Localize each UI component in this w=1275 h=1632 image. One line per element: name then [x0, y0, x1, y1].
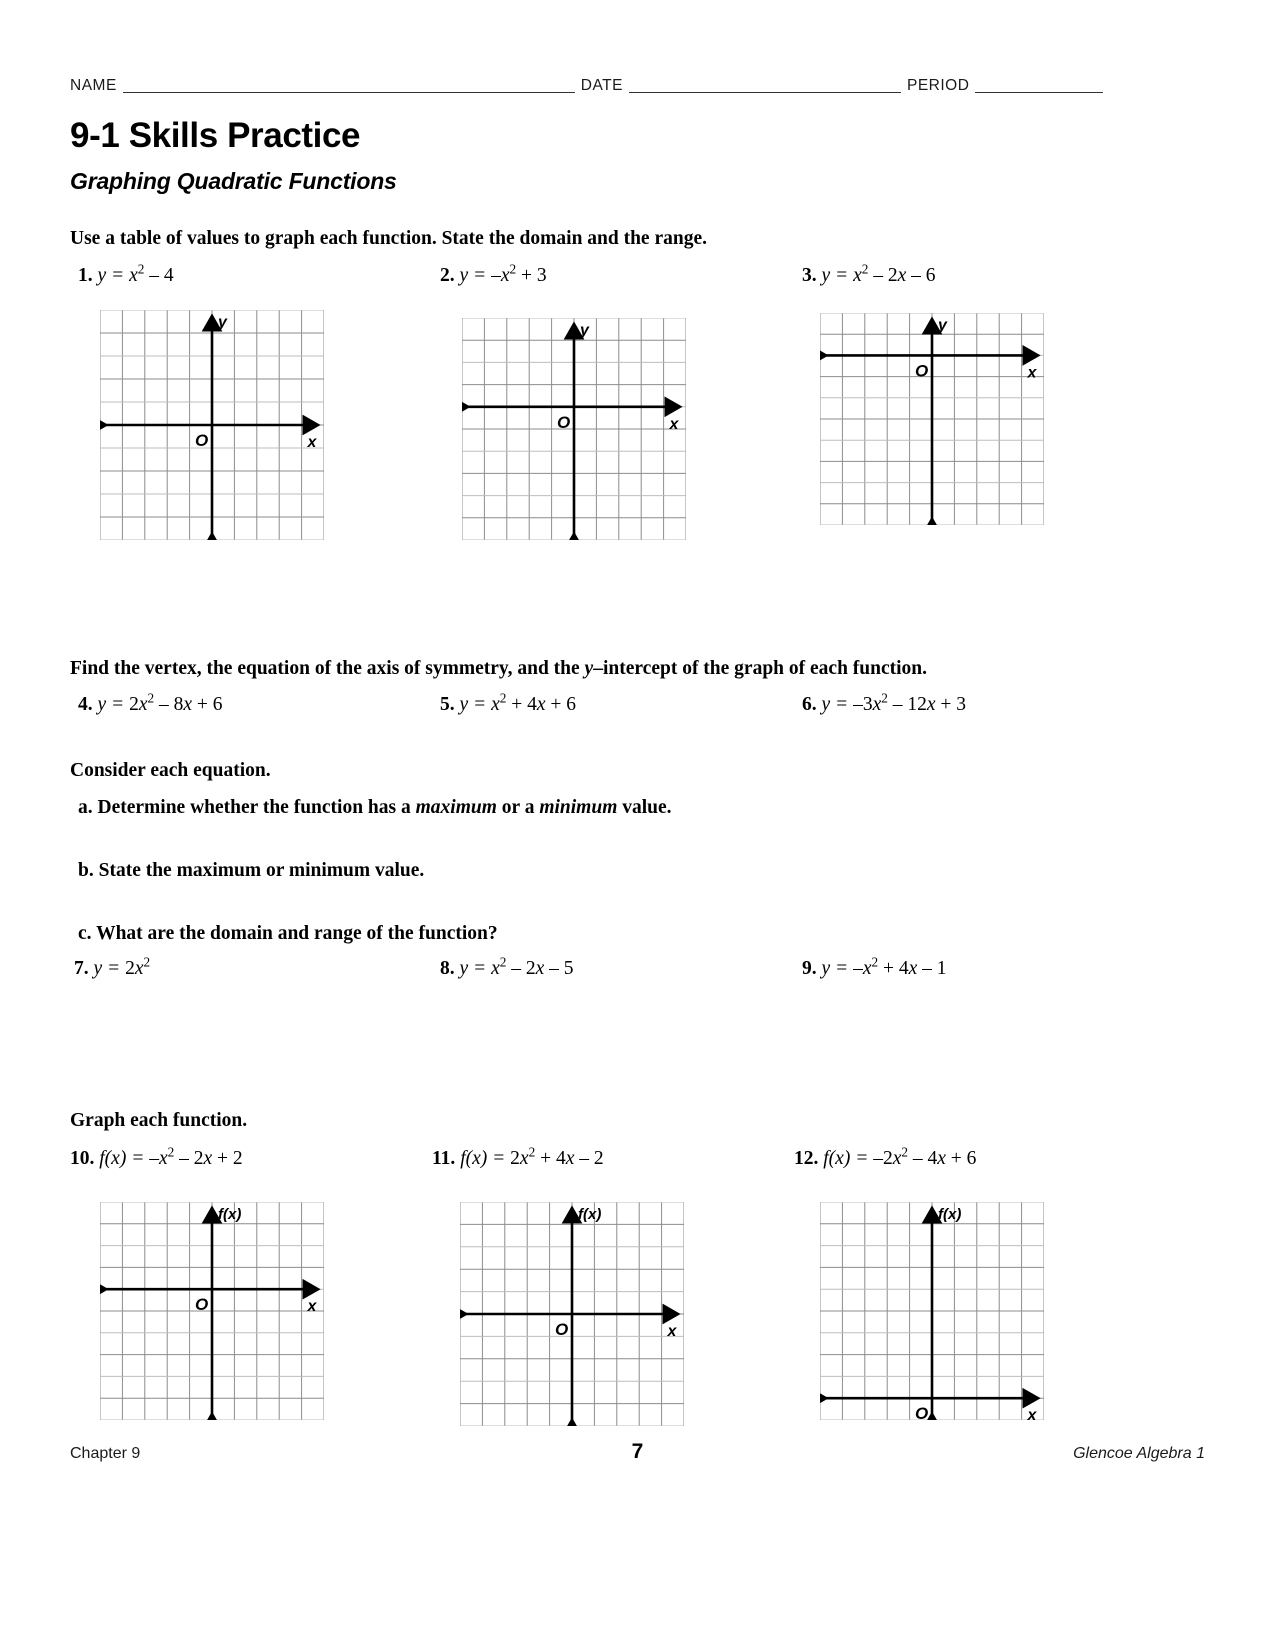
- problem-5: [440, 690, 577, 716]
- graph-3-labels: [915, 317, 1038, 381]
- problem-4-equation: $y = 2x^2 - 8x + 6$: [97, 690, 223, 715]
- subitem-b: [78, 860, 424, 882]
- problem-11-number: 11.: [432, 1148, 456, 1169]
- subitem-c: [78, 923, 498, 945]
- problem-7-number: 7.: [74, 958, 89, 979]
- problem-8-number: 8.: [440, 958, 455, 979]
- graph-1-origin-label: O: [195, 431, 209, 450]
- name-label: NAME: [70, 77, 117, 94]
- problem-2-number: 2.: [440, 265, 455, 286]
- instruction-section-3: Consider each equation.: [70, 760, 271, 781]
- period-blank[interactable]: [975, 91, 1103, 93]
- problem-1-number: 1.: [78, 265, 93, 286]
- graph-12-x-axis-label: x: [1027, 1407, 1037, 1420]
- graph-3-svg: [820, 313, 1044, 525]
- graph-12: [820, 1202, 1044, 1420]
- graph-11: [460, 1202, 684, 1426]
- problem-1-equation: $y = x^2 - 4$: [97, 261, 174, 286]
- subitem-c-label: c.: [78, 923, 92, 944]
- problem-5-equation: $y = x^2 + 4x + 6$: [459, 690, 577, 715]
- subitem-c-text: What are the domain and range of the function?: [96, 923, 498, 944]
- footer-book-title: Glencoe Algebra 1: [1073, 1445, 1205, 1462]
- instruction-section-2-italic-y: y: [584, 658, 594, 679]
- problem-9-equation: $y = -x^2 + 4x - 1$: [821, 954, 947, 979]
- subitem-a-italic-minimum: minimum: [539, 797, 618, 818]
- subitem-b-label: b.: [78, 860, 94, 881]
- subitem-a: [78, 797, 672, 819]
- problem-3-number: 3.: [802, 265, 817, 286]
- graph-11-axes: [466, 1208, 678, 1420]
- graph-2: [462, 318, 686, 540]
- footer-chapter: Chapter 9: [70, 1445, 141, 1462]
- problem-10: [70, 1144, 243, 1170]
- problem-8: [440, 954, 574, 980]
- problem-5-number: 5.: [440, 694, 455, 715]
- problem-9-number: 9.: [802, 958, 817, 979]
- subitem-b-text: State the maximum or minimum value.: [98, 860, 425, 881]
- problem-6-equation: $y = -3x^2 - 12x + 3$: [821, 690, 967, 715]
- graph-3: [820, 313, 1044, 525]
- problem-7: [74, 954, 151, 980]
- graph-11-svg: [460, 1202, 684, 1426]
- problem-9: [802, 954, 947, 980]
- problem-2: [440, 261, 547, 287]
- subitem-a-italic-maximum: maximum: [415, 797, 497, 818]
- graph-10-origin-label: O: [195, 1295, 209, 1315]
- graph-11-y-axis-label: f(x): [578, 1206, 602, 1223]
- instruction-section-2-part-3: –intercept of the graph of each function.: [593, 658, 928, 679]
- problem-4-number: 4.: [78, 694, 93, 715]
- student-info-line: [70, 72, 1155, 96]
- instruction-section-2-part-1: Find the vertex, the equation of the axis of symmetry, and the: [70, 658, 585, 679]
- graph-10-svg: [100, 1202, 324, 1420]
- graph-2-x-axis-label: x: [669, 415, 679, 433]
- instruction-section-4: Graph each function.: [70, 1110, 248, 1131]
- graph-1-x-axis-label: x: [307, 434, 317, 451]
- problem-10-number: 10.: [70, 1148, 95, 1169]
- graph-12-y-axis-label: f(x): [938, 1206, 962, 1223]
- graph-3-origin-label: O: [915, 361, 929, 381]
- page-subtitle: Graphing Quadratic Functions: [70, 168, 397, 194]
- problem-12-equation: $f(x) = -2x^2 - 4x + 6$: [823, 1144, 977, 1169]
- problem-12: [794, 1144, 977, 1170]
- graph-2-y-axis-label: y: [580, 322, 589, 339]
- problem-6-number: 6.: [802, 694, 817, 715]
- graph-1-axes: [106, 316, 318, 534]
- subitem-a-part-1: Determine whether the function has a: [97, 797, 416, 818]
- instruction-section-2: [70, 658, 927, 680]
- graph-11-origin-label: O: [555, 1320, 569, 1339]
- graph-10-labels: [195, 1206, 318, 1315]
- date-blank[interactable]: [629, 91, 901, 93]
- problem-8-equation: $y = x^2 - 2x - 5$: [459, 954, 574, 979]
- graph-10-x-axis-label: x: [307, 1298, 317, 1316]
- name-blank[interactable]: [123, 91, 575, 93]
- graph-1-y-axis-label: y: [218, 314, 227, 331]
- graph-10-y-axis-label: f(x): [218, 1206, 242, 1223]
- graph-1-labels: [195, 314, 318, 451]
- graph-11-labels: [555, 1206, 678, 1340]
- page-title: 9-1 Skills Practice: [70, 116, 361, 155]
- problem-2-equation: $y = -x^2 + 3$: [459, 261, 547, 286]
- problem-3-equation: $y = x^2 - 2x - 6$: [821, 261, 936, 286]
- subitem-a-part-5: value.: [617, 797, 672, 818]
- problem-11: [432, 1144, 604, 1170]
- graph-11-x-axis-label: x: [667, 1323, 677, 1340]
- problem-11-equation: $f(x) = 2x^2 + 4x - 2$: [460, 1144, 604, 1169]
- graph-1: [100, 310, 324, 540]
- graph-3-x-axis-label: x: [1027, 364, 1037, 382]
- subitem-a-label: a.: [78, 797, 93, 818]
- period-label: PERIOD: [907, 77, 970, 94]
- graph-12-labels: [915, 1206, 1038, 1420]
- graph-2-origin-label: O: [557, 412, 571, 432]
- graph-2-svg: [462, 318, 686, 540]
- graph-1-svg: [100, 310, 324, 540]
- instruction-section-1: Use a table of values to graph each function. State the domain and the range.: [70, 228, 707, 249]
- problem-10-equation: $f(x) = -x^2 - 2x + 2$: [99, 1144, 243, 1169]
- footer-page-number: 7: [631, 1440, 644, 1463]
- problem-1: [78, 261, 174, 287]
- graph-12-svg: [820, 1202, 1044, 1420]
- graph-3-y-axis-label: y: [938, 317, 947, 334]
- subitem-a-part-3: or a: [496, 797, 540, 818]
- problem-3: [802, 261, 936, 287]
- graph-10: [100, 1202, 324, 1420]
- problem-6: [802, 690, 967, 716]
- problem-7-equation: $y = 2x^2$: [93, 954, 151, 979]
- problem-12-number: 12.: [794, 1148, 819, 1169]
- problem-4: [78, 690, 223, 716]
- date-label: DATE: [580, 77, 623, 94]
- graph-12-origin-label: O: [915, 1404, 929, 1420]
- graph-2-labels: [557, 322, 680, 433]
